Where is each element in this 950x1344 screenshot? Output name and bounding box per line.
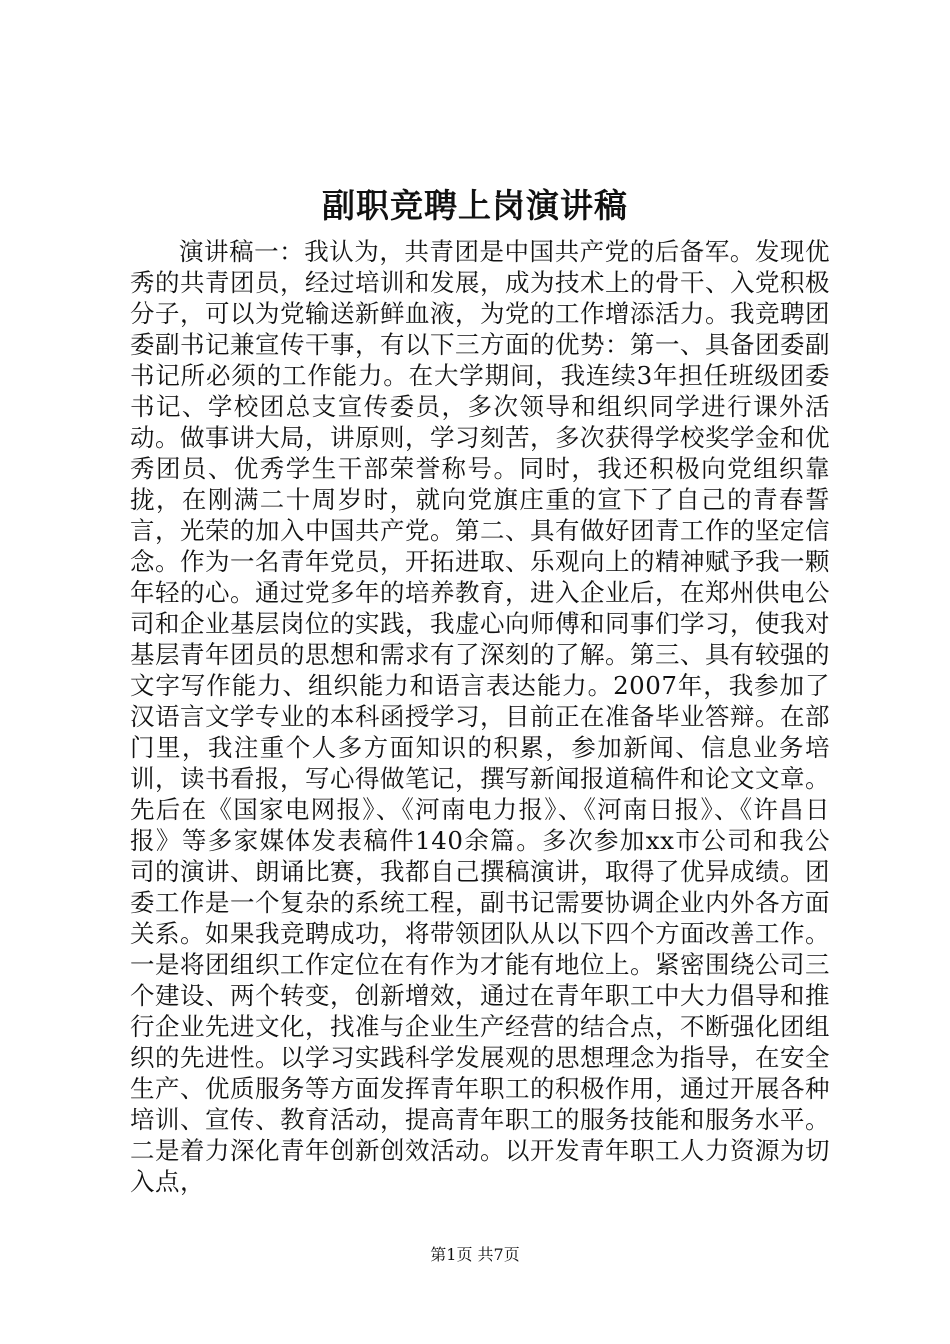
document-title: 副职竞聘上岗演讲稿: [322, 186, 628, 225]
document-body-paragraph: 演讲稿一：我认为，共青团是中国共产党的后备军。发现优秀的共青团员，经过培训和发展，成为技术上的骨干、入党积极分子，可以为党输送新鲜血液，为党的工作增添活力。我竞聘团委副书记兼宣传干事，有以下三方面的优势：第一、具备团委副书记所必须的工作能力。在大学期间，我连续3年担任班级团委书记、学校团总支宣传委员，多次领导和组织同学进行课外活动。做事讲大局，讲原则，学习刻苦，多次获得学校奖学金和优秀团员、优秀学生干部荣誉称号。同时，我还积极向党组织靠拢，在刚满二十周岁时，就向党旗庄重的宣下了自己的青春誓言，光荣的加入中国共产党。第二、具有做好团青工作的坚定信念。作为一名青年党员，开拓进取、乐观向上的精神赋予我一颗年轻的心。通过党多年的培养教育，进入企业后，在郑州供电公司和企业基层岗位的实践，我虚心向师傅和同事们学习，使我对基层青年团员的思想和需求有了深刻的了解。第三、具有较强的文字写作能力、组织能力和语言表达能力。2007年，我参加了汉语言文学专业的本科函授学习，目前正在准备毕业答辩。在部门里，我注重个人多方面知识的积累，参加新闻、信息业务培训，读书看报，写心得做笔记，撰写新闻报道稿件和论文文章。先后在《国家电网报》、《河南电力报》、《河南日报》、《许昌日报》等多家媒体发表稿件140余篇。多次参加xx市公司和我公司的演讲、朗诵比赛，我都自己撰稿演讲，取得了优异成绩。团委工作是一个复杂的系统工程，副书记需要协调企业内外各方面关系。如果我竞聘成功，将带领团队从以下四个方面改善工作。一是将团组织工作定位在有作为才能有地位上。紧密围绕公司三个建设、两个转变，创新增效，通过在青年职工中大力倡导和推行企业先进文化，找准与企业生产经营的结合点，不断强化团组织的先进性。以学习实践科学发展观的思想理念为指导，在安全生产、优质服务等方面发挥青年职工的积极作用，通过开展各种培训、宣传、教育活动，提高青年职工的服务技能和服务水平。二是着力深化青年创新创效活动。以开发青年职工人力资源为切入点，: [130, 237, 830, 1196]
page-number-footer: 第1页 共7页: [430, 1245, 520, 1264]
